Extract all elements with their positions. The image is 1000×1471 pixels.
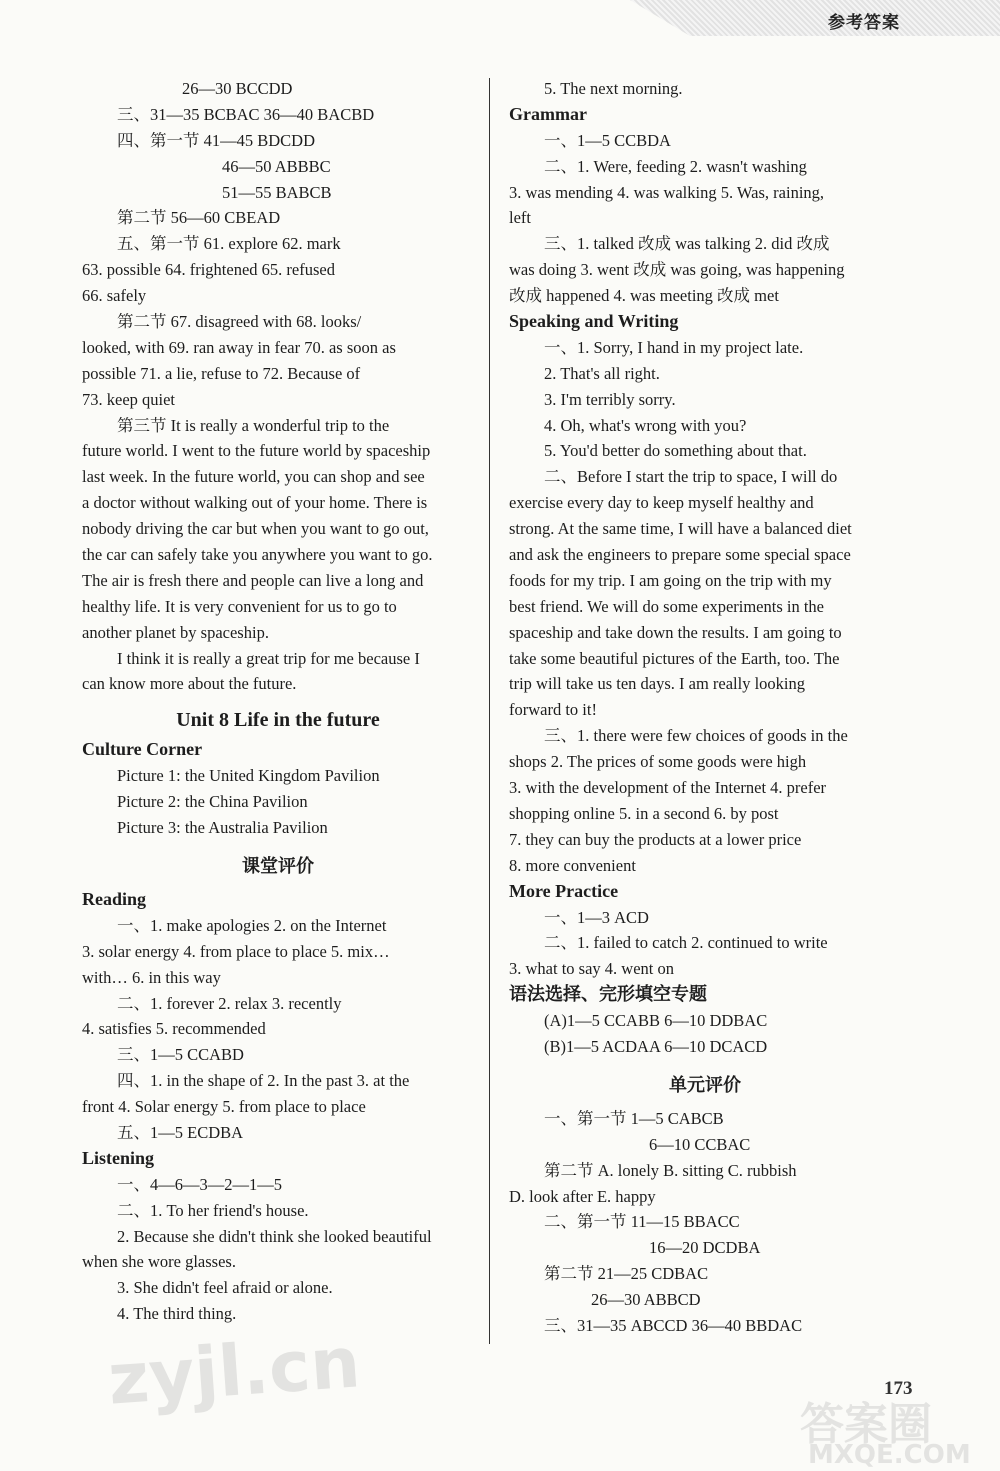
right-line: strong. At the same time, I will have a balanced diet xyxy=(509,519,852,539)
left-line: 26—30 BCCDD xyxy=(182,79,293,98)
page-number: 173 xyxy=(884,1378,913,1399)
left-line: looked, with 69. ran away in fear 70. as soon as xyxy=(82,337,396,357)
right-line: was doing 3. went 改成 was going, was happening xyxy=(509,260,845,280)
right-line: best friend. We will do some experiments in the xyxy=(509,596,825,616)
right-line: shopping online 5. in a second 6. by post xyxy=(509,803,779,823)
right-heading: 语法选择、完形填空专题 xyxy=(509,984,707,1005)
left-line: 一、4—6—3—2—1—5 xyxy=(117,1174,282,1194)
left-line: nobody driving the car but when you want to go out, xyxy=(82,519,429,539)
right-line: exercise every day to keep myself healthy and xyxy=(509,493,814,513)
left-heading: 课堂评价 xyxy=(242,855,314,876)
right-heading: More Practice xyxy=(509,880,619,901)
left-line: 4. The third thing. xyxy=(117,1304,237,1324)
left-line: possible 71. a lie, refuse to 72. Because of xyxy=(82,363,361,383)
left-line: I think it is really a great trip for me because I xyxy=(117,648,420,668)
left-line: the car can safely take you anywhere you want to go. xyxy=(82,545,433,565)
left-line: front 4. Solar energy 5. from place to place xyxy=(82,1097,366,1117)
right-line: 6—10 CCBAC xyxy=(649,1134,751,1154)
left-line: 3. solar energy 4. from place to place 5. mix… xyxy=(82,941,390,961)
left-line: 五、1—5 ECDBA xyxy=(117,1122,244,1142)
right-line: 改成 happened 4. was meeting 改成 met xyxy=(509,286,779,306)
left-line: 一、1. make apologies 2. on the Internet xyxy=(117,915,387,935)
left-line: Picture 1: the United Kingdom Pavilion xyxy=(117,766,380,786)
left-line: 73. keep quiet xyxy=(82,389,176,409)
left-line: 第二节 56—60 CBEAD xyxy=(117,208,281,228)
left-line: 4. satisfies 5. recommended xyxy=(82,1019,266,1039)
watermark-site: zyjl.cn xyxy=(105,1321,363,1421)
right-line: 一、1. Sorry, I hand in my project late. xyxy=(544,337,804,357)
right-line: 三、1. talked 改成 was talking 2. did 改成 xyxy=(544,234,830,254)
left-line: another planet by spaceship. xyxy=(82,622,269,642)
right-line: spaceship and take down the results. I am going to xyxy=(509,622,842,642)
right-line: 2. That's all right. xyxy=(544,363,660,383)
right-line: 二、第一节 11—15 BBACC xyxy=(544,1212,740,1232)
left-line: 3. She didn't feel afraid or alone. xyxy=(117,1278,333,1298)
right-line: 26—30 ABBCD xyxy=(591,1290,701,1310)
right-line: (B)1—5 ACDAA 6—10 DCACD xyxy=(544,1036,768,1056)
left-line: 46—50 ABBBC xyxy=(222,156,331,176)
right-heading: 单元评价 xyxy=(669,1074,741,1095)
right-line: foods for my trip. I am going on the trip with my xyxy=(509,570,832,590)
left-line: healthy life. It is very convenient for us to go to xyxy=(82,596,397,616)
left-line: when she wore glasses. xyxy=(82,1252,236,1272)
left-line: Picture 3: the Australia Pavilion xyxy=(117,818,328,838)
right-heading: Speaking and Writing xyxy=(509,311,679,332)
right-line: 3. what to say 4. went on xyxy=(509,959,674,979)
left-line: 三、1—5 CCABD xyxy=(117,1045,244,1065)
left-line: 二、1. To her friend's house. xyxy=(117,1200,309,1220)
right-heading: Grammar xyxy=(509,103,587,124)
right-line: shops 2. The prices of some goods were high xyxy=(509,752,807,772)
left-heading: Culture Corner xyxy=(82,739,203,760)
left-line: The air is fresh there and people can live a long and xyxy=(82,570,424,590)
right-line: forward to it! xyxy=(509,700,597,720)
left-line: with… 6. in this way xyxy=(82,967,221,987)
right-line: and ask the engineers to prepare some special space xyxy=(509,545,851,565)
left-line: 第三节 It is really a wonderful trip to the xyxy=(117,415,390,435)
right-line: 3. I'm terribly sorry. xyxy=(544,389,676,409)
right-line: 三、1. there were few choices of goods in the xyxy=(544,726,848,746)
right-column xyxy=(509,76,901,1339)
left-heading: Listening xyxy=(82,1147,155,1168)
right-line: 二、1. Were, feeding 2. wasn't washing xyxy=(544,156,807,176)
header-title: 参考答案 xyxy=(828,13,900,32)
left-line: 二、1. forever 2. relax 3. recently xyxy=(117,993,342,1013)
left-line: Picture 2: the China Pavilion xyxy=(117,792,308,812)
left-line: last week. In the future world, you can shop and see xyxy=(82,467,425,487)
left-heading: Unit 8 Life in the future xyxy=(176,709,380,732)
left-line: 五、第一节 61. explore 62. mark xyxy=(117,234,341,254)
right-line: 第二节 A. lonely B. sitting C. rubbish xyxy=(544,1160,797,1180)
right-line: 第二节 21—25 CDBAC xyxy=(544,1264,709,1284)
left-line: 四、1. in the shape of 2. In the past 3. at the xyxy=(117,1071,410,1091)
right-line: D. look after E. happy xyxy=(509,1186,656,1206)
left-column xyxy=(82,76,474,1327)
left-line: 三、31—35 BCBAC 36—40 BACBD xyxy=(117,104,375,124)
watermark-url: MXQE.COM xyxy=(808,1440,971,1470)
right-line: take some beautiful pictures of the Earth, too. The xyxy=(509,648,840,668)
left-line: 51—55 BABCB xyxy=(222,182,332,202)
right-line: (A)1—5 CCABB 6—10 DDBAC xyxy=(544,1011,768,1031)
right-line: 8. more convenient xyxy=(509,855,636,875)
right-line: 5. The next morning. xyxy=(544,79,683,98)
column-divider xyxy=(489,78,490,1344)
right-line: 5. You'd better do something about that. xyxy=(544,441,807,461)
left-line: 63. possible 64. frightened 65. refused xyxy=(82,260,335,280)
header-band xyxy=(630,0,1000,36)
left-line: 四、第一节 41—45 BDCDD xyxy=(117,130,316,150)
left-line: future world. I went to the future world by spaceship xyxy=(82,441,431,461)
right-line: 4. Oh, what's wrong with you? xyxy=(544,415,747,435)
right-line: 一、1—3 ACD xyxy=(544,907,649,927)
left-line: 66. safely xyxy=(82,286,147,306)
right-line: 二、1. failed to catch 2. continued to write xyxy=(544,933,828,953)
left-line: a doctor without walking out of your home. There is xyxy=(82,493,428,513)
right-line: left xyxy=(509,208,531,228)
right-line: trip will take us ten days. I am really looking xyxy=(509,674,806,694)
left-line: 第二节 67. disagreed with 68. looks/ xyxy=(117,312,362,332)
right-line: 三、31—35 ABCCD 36—40 BBDAC xyxy=(544,1315,803,1335)
right-line: 16—20 DCDBA xyxy=(649,1238,761,1258)
right-line: 3. was mending 4. was walking 5. Was, raining, xyxy=(509,182,825,202)
left-heading: Reading xyxy=(82,888,147,909)
left-line: can know more about the future. xyxy=(82,674,297,694)
right-line: 7. they can buy the products at a lower price xyxy=(509,829,802,849)
right-line: 一、第一节 1—5 CABCB xyxy=(544,1108,724,1128)
watermark-logo: 答案圈 xyxy=(800,1399,932,1450)
right-line: 一、1—5 CCBDA xyxy=(544,130,671,150)
left-line: 2. Because she didn't think she looked beautiful xyxy=(117,1226,432,1246)
right-line: 二、Before I start the trip to space, I will do xyxy=(544,467,838,487)
right-line: 3. with the development of the Internet 4. prefer xyxy=(509,778,827,798)
